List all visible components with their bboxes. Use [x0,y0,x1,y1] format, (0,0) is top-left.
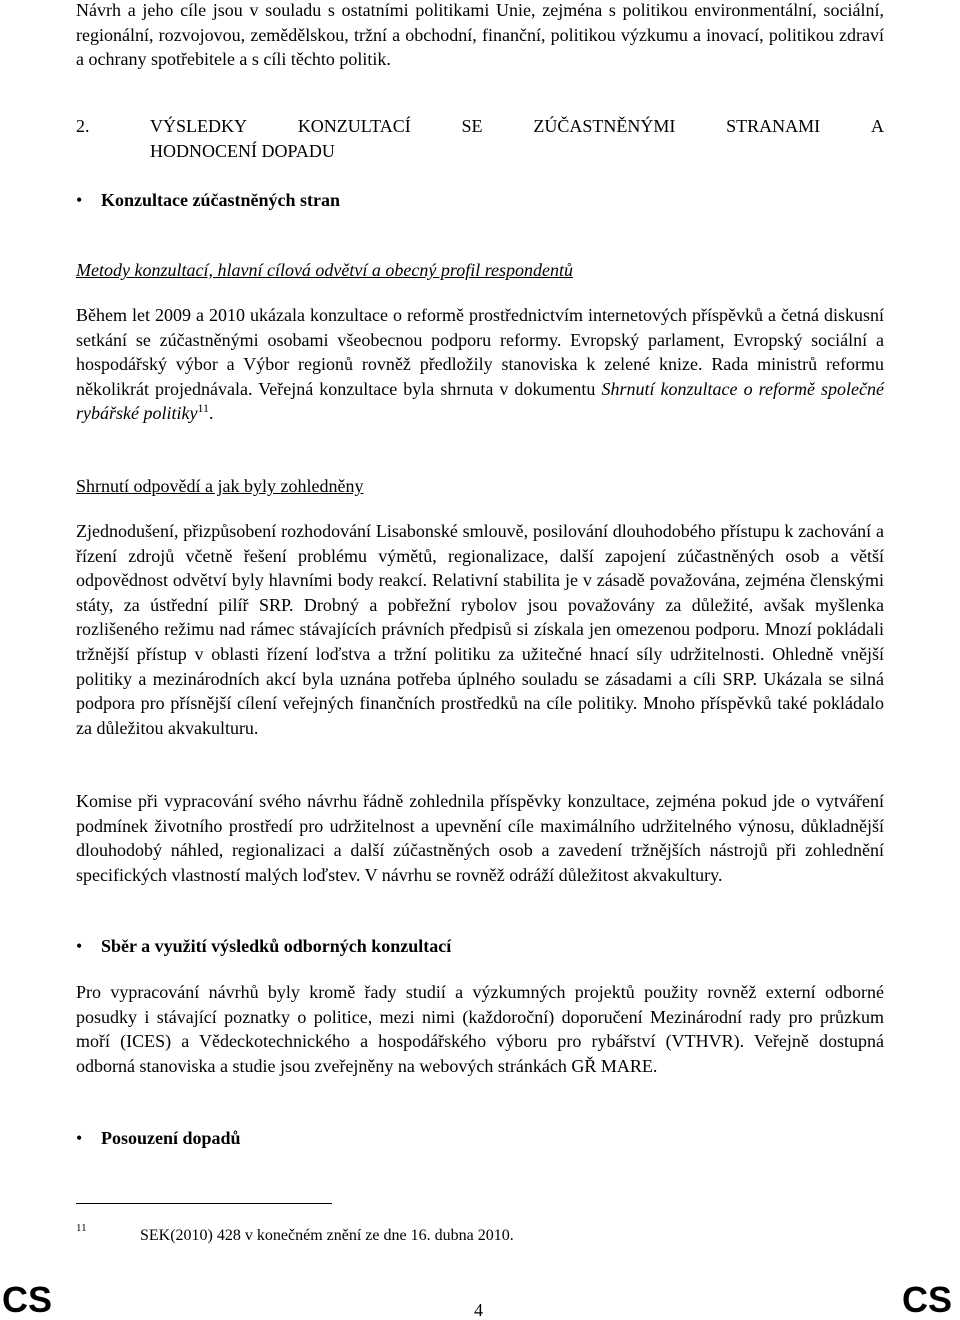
document-title-italic: Shrnutí konzultace o reformě společné rybářské politiky [76,378,884,424]
section-title-word: KONZULTACÍ [297,116,411,136]
footer-language-left: CS [2,1279,53,1320]
bullet-label: Posouzení dopadů [101,1128,241,1148]
section-title-line2: HODNOCENÍ DOPADU [150,140,335,161]
bullet-dot-icon: • [76,936,83,956]
footer-language-right: CS [901,1279,952,1320]
paragraph-commission: Komise při vypracování svého návrhu řádně zohlednila příspěvky konzultace, zejména pokud jde o vytváření podmínek životního prostředí pro udržitelnost a upevnění cíle maximálního udržitelného výnosu, důkladnější dlouhodobý náhled, regionalizaci a další zúčastněných osob a zavedení tržnějších nástrojů při zohlednění specifických vlastností malých loďstev. V návrhu se rovněž odráží důležitost akvakultury. [76,791,884,885]
section-title-word: ZÚČASTNĚNÝMI [533,116,676,136]
section-number: 2. [76,116,90,136]
bullet-dot-icon: • [76,1128,83,1148]
bullet-dot-icon: • [76,190,83,210]
bullet-expertise [76,934,884,958]
paragraph-expertise: Pro vypracování návrhů byly kromě řady studií a výzkumných projektů použity rovněž externí odborné posudky i stávající poznatky o politice, mezi nimi (každoroční) doporučení Mezinárodní rady pro průzkum moří (ICES) a Vědeckotechnického a hospodářského výboru pro rybářství (VTHVR). Veřejně dostupná odborná stanoviska a studie jsou zveřejněny na webových stránkách GŘ MARE. [76,982,884,1076]
section-heading [76,114,884,163]
section-title-line1 [150,114,884,139]
footnote-number: 11 [76,1222,87,1234]
section-title-word: STRANAMI [726,116,821,136]
bullet-consultation [76,188,884,212]
intro-paragraph: Návrh a jeho cíle jsou v souladu s ostatními politikami Unie, zejména s politikou environmentální, sociální, regionální, rozvojovou, zemědělskou, tržní a obchodní, finanční, politikou výzkumu a inovací, politikou zdraví a ochrany spotřebitele a s cíli těchto politik. [76,0,884,70]
page-number: 4 [474,1300,483,1320]
bullet-impact [76,1126,884,1150]
section-title-word: VÝSLEDKY [150,116,247,136]
paragraph-summary: Zjednodušení, přizpůsobení rozhodování Lisabonské smlouvě, posilování dlouhodobého přístupu k zachování a řízení zdrojů včetně řešení problému výmětů, regionalizace, další zapojení zúčastněných osob a větší odpovědnost odvětví byly hlavními body reakcí. Relativní stabilita je v zásadě považována, zejména členskými státy, za ústřední pilíř SRP. Drobný a pobřežní rybolov jsou považovány za důležité, avšak myšlenka rozlišeného režimu nad rámec stávajících právních předpisů si získala jen omezenou podporu. Mnozí pokládali tržnější přístup v oblasti řízení loďstva a tržní politiku za užitečné hnací síly udržitelnosti. Ohledně vnější politiky a mezinárodních akcí byla uznána potřeba úplného souladu se zásadami a cíli SRP. Ukázala se silná podpora pro přísnější cílení veřejných finančních prostředků na cíle politiky. Mnoho příspěvků také pokládalo za důležitou akvakulturu. [76,521,884,738]
bullet-label: Konzultace zúčastněných stran [101,190,340,210]
footnote-ref: 11 [197,401,210,416]
footnote-separator [76,1203,332,1204]
section-title-word: SE [461,116,483,136]
section-title-word: A [870,116,884,136]
bullet-label: Sběr a využití výsledků odborných konzultací [101,936,452,956]
subheading-methods: Metody konzultací, hlavní cílová odvětví a obecný profil respondentů [76,260,574,280]
subheading-summary: Shrnutí odpovědí a jak byly zohledněny [76,476,364,496]
paragraph-consultation: Během let 2009 a 2010 ukázala konzultace o reformě prostřednictvím internetových příspěvků a četná diskusní setkání se zúčastněnými osobami všeobecnou podporu reformy. Evropský parlament, Evropský sociální a hospodářský výbor a Výbor regionů rovněž předložily stanoviska k zelené knize. Rada ministrů reformu několikrát projednávala. Veřejná konzultace byla shrnuta v dokumentu Shrnutí konzultace o reformě společné rybářské politiky$^{11}$. [76,305,884,424]
footnote-text: SEK(2010) 428 v konečném znění ze dne 16. dubna 2010. [140,1227,514,1244]
